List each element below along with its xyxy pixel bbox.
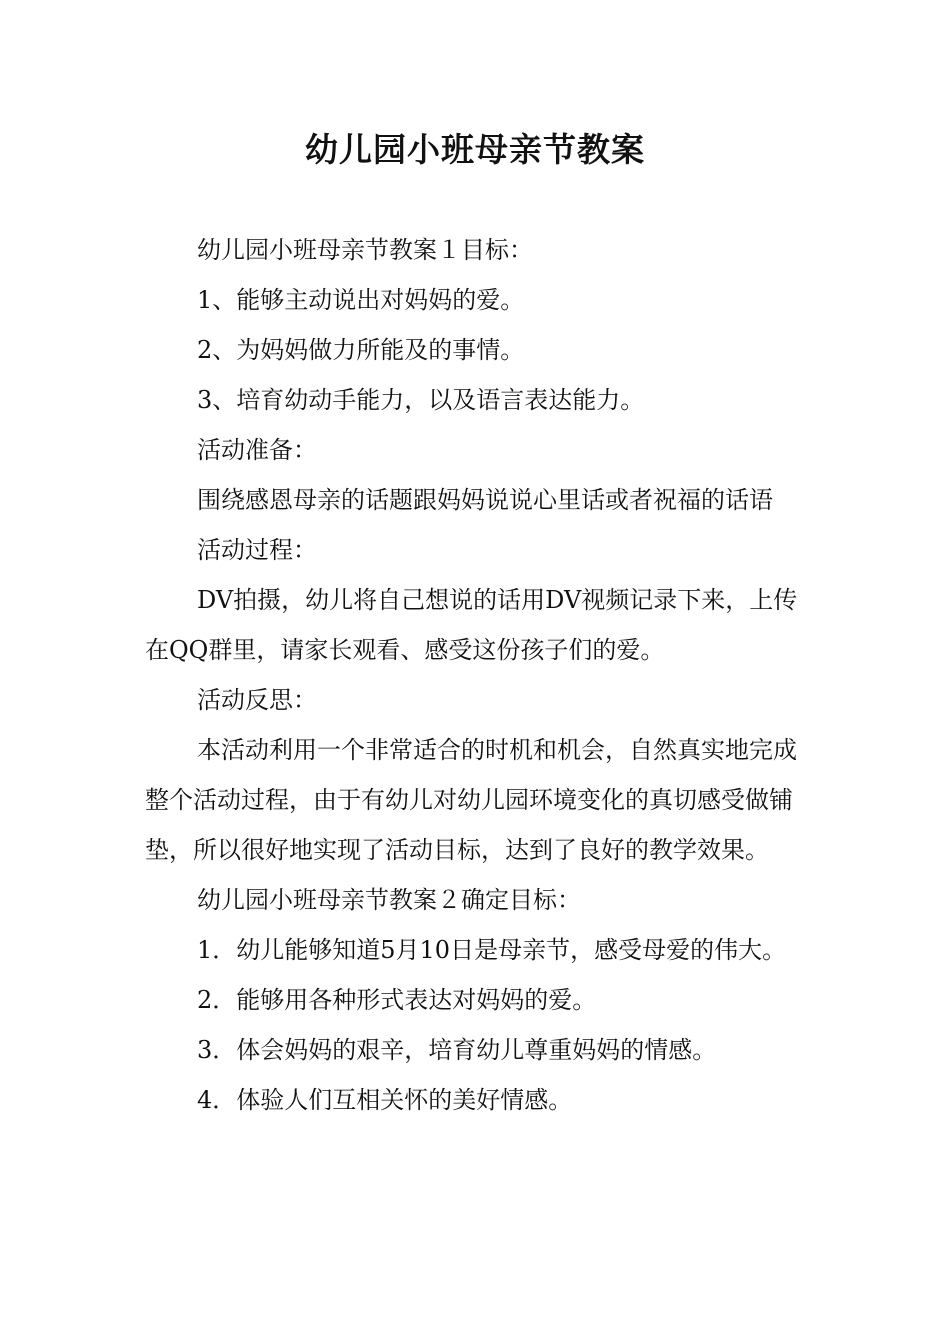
paragraph-lesson2-goal-3: 3．体会妈妈的艰辛，培育幼儿尊重妈妈的情感。 bbox=[197, 1036, 717, 1064]
paragraph-lesson2-goal-1: 1．幼儿能够知道5月10日是母亲节，感受母爱的伟大。 bbox=[197, 936, 787, 964]
paragraph-process-heading: 活动过程： bbox=[197, 536, 317, 564]
paragraph-lesson1-goal-heading: 幼儿园小班母亲节教案１目标： bbox=[197, 236, 533, 264]
paragraph-goal-3: 3、培育幼动手能力，以及语言表达能力。 bbox=[197, 386, 645, 414]
paragraph-preparation: 围绕感恩母亲的话题跟妈妈说说心里话或者祝福的话语 bbox=[197, 486, 773, 514]
paragraph-lesson2-goal-heading: 幼儿园小班母亲节教案２确定目标： bbox=[197, 886, 581, 914]
paragraph-reflection: 本活动利用一个非常适合的时机和机会，自然真实地完成整个活动过程，由于有幼儿对幼儿园环境变化的真切感受做铺垫，所以很好地实现了活动目标，达到了良好的教学效果。 bbox=[145, 736, 797, 864]
paragraph-process: DV拍摄，幼儿将自己想说的话用DV视频记录下来，上传在QQ群里，请家长观看、感受这份孩子们的爱。 bbox=[145, 586, 798, 664]
paragraph-lesson2-goal-2: 2．能够用各种形式表达对妈妈的爱。 bbox=[197, 986, 597, 1014]
paragraph-goal-1: 1、能够主动说出对妈妈的爱。 bbox=[197, 286, 525, 314]
paragraph-goal-2: 2、为妈妈做力所能及的事情。 bbox=[197, 336, 525, 364]
document-title: 幼儿园小班母亲节教案 bbox=[305, 130, 645, 169]
paragraph-lesson2-goal-4: 4．体验人们互相关怀的美好情感。 bbox=[197, 1086, 573, 1114]
paragraph-preparation-heading: 活动准备： bbox=[197, 436, 317, 464]
paragraph-reflection-heading: 活动反思： bbox=[197, 686, 317, 714]
document-body bbox=[145, 225, 810, 1125]
